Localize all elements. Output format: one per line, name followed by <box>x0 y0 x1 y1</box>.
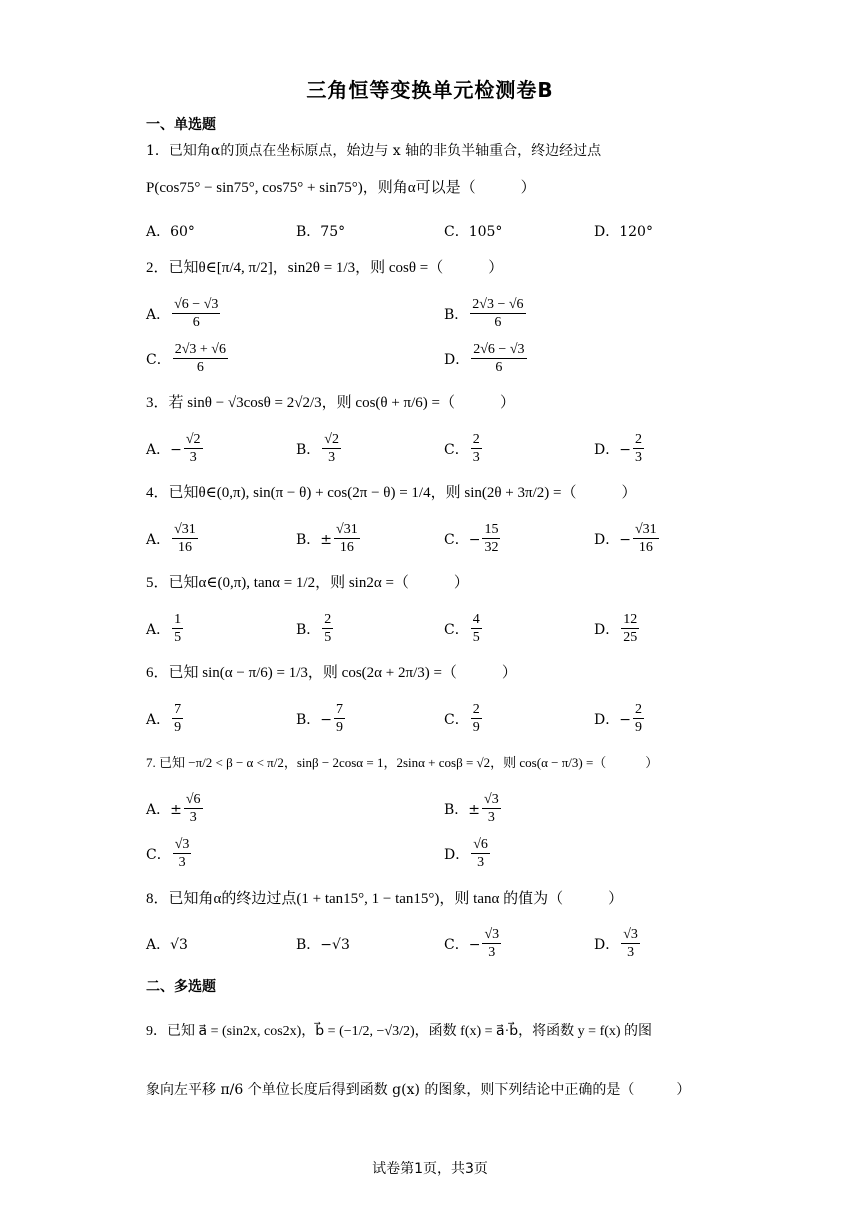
question-2-option-c <box>146 341 230 376</box>
page-footer: 试卷第1页，共3页 <box>372 1161 488 1177</box>
denominator: 3 <box>472 450 480 465</box>
numerator: √3 <box>623 927 638 942</box>
option-label: A．− <box>146 441 182 458</box>
question-2-option-a <box>146 296 222 331</box>
option-fraction <box>471 836 490 871</box>
denominator: 25 <box>623 630 638 645</box>
denominator: 3 <box>189 450 197 465</box>
option-label: A． <box>146 306 171 323</box>
numerator: 2 <box>634 702 642 717</box>
question-4-option-d <box>594 521 661 556</box>
option-label: B．− <box>296 711 333 728</box>
option-label: C． <box>444 621 469 638</box>
question-1-option-d: D．120° <box>594 224 653 240</box>
option-label: A．± <box>146 801 182 818</box>
denominator: 3 <box>328 450 336 465</box>
option-fraction <box>172 701 183 736</box>
option-fraction <box>621 611 639 646</box>
option-fraction <box>322 431 341 466</box>
question-2-stem: 2．已知θ∈[π/4, π/2]，sin2θ = 1/3，则 cosθ =（ ） <box>146 260 504 276</box>
numerator: 4 <box>472 612 480 627</box>
denominator: 9 <box>472 720 480 735</box>
question-8-option-b: B．−√3 <box>296 937 350 953</box>
denominator: 3 <box>189 810 197 825</box>
option-fraction <box>184 791 203 826</box>
question-8-option-c <box>444 926 503 961</box>
question-1-option-c: C．105° <box>444 224 503 240</box>
question-2-option-d <box>444 341 529 376</box>
denominator: 6 <box>495 360 503 375</box>
denominator: 3 <box>178 855 186 870</box>
denominator: 5 <box>174 630 182 645</box>
question-5-option-c <box>444 611 484 646</box>
numerator: √31 <box>336 522 358 537</box>
denominator: 6 <box>494 315 502 330</box>
denominator: 6 <box>192 315 200 330</box>
question-1-stem-line2: P(cos75° − sin75°, cos75° + sin75°)，则角α可以是（ ） <box>146 180 536 196</box>
question-6-option-a <box>146 701 185 736</box>
option-fraction <box>172 296 220 331</box>
question-5-option-b <box>296 611 335 646</box>
question-8-stem: 8．已知角α的终边过点(1 + tan15°, 1 − tan15°)，则 tanα 的值为（ ） <box>146 891 624 907</box>
option-label: D．− <box>594 441 631 458</box>
denominator: 3 <box>477 855 485 870</box>
option-label: B．± <box>444 801 481 818</box>
numerator: 15 <box>484 522 499 537</box>
option-label: B．± <box>296 531 333 548</box>
option-fraction <box>482 521 500 556</box>
question-7-option-a <box>146 791 205 826</box>
question-5-option-d <box>594 611 641 646</box>
numerator: √6 <box>185 792 201 807</box>
question-5-stem: 5．已知α∈(0,π), tanα = 1/2，则 sin2α =（ ） <box>146 575 469 591</box>
option-fraction <box>482 926 501 961</box>
option-fraction <box>470 296 525 331</box>
denominator: 3 <box>487 810 495 825</box>
denominator: 3 <box>634 450 642 465</box>
question-9-stem-line1: 9．已知 a⃗ = (sin2x, cos2x)，b⃗ = (−1/2, −√3/2)，函数 f(x) = a⃗·b⃗，将函数 y = f(x) 的图 <box>146 1024 653 1039</box>
numerator: 7 <box>336 702 344 717</box>
option-fraction <box>621 926 640 961</box>
numerator: √3 <box>484 792 499 807</box>
question-8-option-a: A．√3 <box>146 937 188 953</box>
question-7-stem: 7. 已知 −π/2 < β − α < π/2，sinβ − 2cosα = 1，2sinα + cosβ = √2，则 cos(α − π/3) =（ ） <box>146 755 659 770</box>
question-5-option-a <box>146 611 185 646</box>
option-label: B． <box>296 621 321 638</box>
option-label: C． <box>146 351 171 368</box>
denominator: 16 <box>638 540 653 555</box>
numerator: 1 <box>174 612 182 627</box>
option-label: C． <box>444 711 469 728</box>
question-1-option-a: A．60° <box>146 224 195 240</box>
numerator: √3 <box>174 837 190 852</box>
option-fraction <box>173 836 192 871</box>
option-fraction <box>172 521 198 556</box>
numerator: √6 <box>473 837 488 852</box>
option-fraction <box>633 521 659 556</box>
section-heading-single-choice: 一、单选题 <box>146 117 216 133</box>
denominator: 6 <box>196 360 204 375</box>
question-7-option-d <box>444 836 492 871</box>
question-4-option-c <box>444 521 502 556</box>
numerator: 2√3 − √6 <box>472 297 524 312</box>
question-6-stem: 6．已知 sin(α − π/6) = 1/3，则 cos(2α + 2π/3) =（ ） <box>146 665 517 681</box>
question-1-stem-line1: 1．已知角α的顶点在坐标原点，始边与 x 轴的非负半轴重合，终边经过点 <box>146 143 602 159</box>
numerator: 2 <box>472 702 480 717</box>
denominator: 5 <box>324 630 332 645</box>
numerator: 2√6 − √3 <box>473 342 525 357</box>
option-label: D． <box>594 621 620 638</box>
option-fraction <box>633 701 644 736</box>
option-label: C．− <box>444 531 481 548</box>
question-4-option-b <box>296 521 362 556</box>
denominator: 3 <box>627 945 635 960</box>
denominator: 5 <box>472 630 480 645</box>
option-fraction <box>334 521 360 556</box>
numerator: √31 <box>634 522 657 537</box>
denominator: 9 <box>174 720 182 735</box>
question-8-option-d <box>594 926 642 961</box>
option-label: C． <box>146 846 171 863</box>
denominator: 9 <box>336 720 344 735</box>
numerator: √6 − √3 <box>174 297 219 312</box>
numerator: 7 <box>174 702 182 717</box>
question-3-option-c <box>444 431 484 466</box>
option-fraction <box>471 431 482 466</box>
question-4-option-a <box>146 521 200 556</box>
option-label: D．− <box>594 711 631 728</box>
numerator: 2 <box>324 612 332 627</box>
question-3-option-b <box>296 431 343 466</box>
option-fraction <box>471 701 482 736</box>
option-label: B． <box>444 306 469 323</box>
option-fraction <box>471 341 526 376</box>
denominator: 16 <box>177 540 192 555</box>
question-7-option-b <box>444 791 503 826</box>
option-label: D．− <box>594 531 631 548</box>
denominator: 16 <box>339 540 354 555</box>
option-fraction <box>471 611 482 646</box>
option-fraction <box>633 431 644 466</box>
option-label: C． <box>444 441 469 458</box>
denominator: 3 <box>488 945 496 960</box>
question-3-stem: 3．若 sinθ − √3cosθ = 2√2/3，则 cos(θ + π/6) =（ ） <box>146 395 516 411</box>
numerator: 12 <box>623 612 638 627</box>
question-6-option-b <box>296 701 347 736</box>
page-title: 三角恒等变换单元检测卷B <box>306 78 554 102</box>
numerator: √2 <box>324 432 339 447</box>
option-label: B． <box>296 441 321 458</box>
option-label: A． <box>146 531 171 548</box>
question-2-option-b <box>444 296 528 331</box>
question-1-option-b: B．75° <box>296 224 346 240</box>
option-fraction <box>482 791 501 826</box>
option-label: A． <box>146 711 171 728</box>
option-label: D． <box>594 936 620 953</box>
question-4-stem: 4．已知θ∈(0,π), sin(π − θ) + cos(2π − θ) = 1/4，则 sin(2θ + 3π/2) =（ ） <box>146 485 637 501</box>
question-7-option-c <box>146 836 193 871</box>
option-label: A． <box>146 621 171 638</box>
option-label: D． <box>444 846 470 863</box>
denominator: 32 <box>484 540 499 555</box>
question-3-option-d <box>594 431 646 466</box>
option-fraction <box>173 341 228 376</box>
numerator: 2√3 + √6 <box>174 342 226 357</box>
option-fraction <box>334 701 345 736</box>
option-fraction <box>172 611 183 646</box>
option-label: D． <box>444 351 470 368</box>
option-label: C．− <box>444 936 481 953</box>
question-9-stem-line2: 象向左平移 π/6 个单位长度后得到函数 g(x) 的图象，则下列结论中正确的是（ ） <box>146 1082 691 1098</box>
question-6-option-d <box>594 701 646 736</box>
numerator: √31 <box>174 522 196 537</box>
numerator: 2 <box>472 432 480 447</box>
question-3-option-a <box>146 431 205 466</box>
numerator: √2 <box>185 432 201 447</box>
numerator: √3 <box>484 927 500 942</box>
option-fraction <box>322 611 333 646</box>
option-fraction <box>184 431 203 466</box>
question-6-option-c <box>444 701 484 736</box>
numerator: 2 <box>634 432 642 447</box>
section-heading-multiple-choice: 二、多选题 <box>146 979 216 995</box>
denominator: 9 <box>634 720 642 735</box>
